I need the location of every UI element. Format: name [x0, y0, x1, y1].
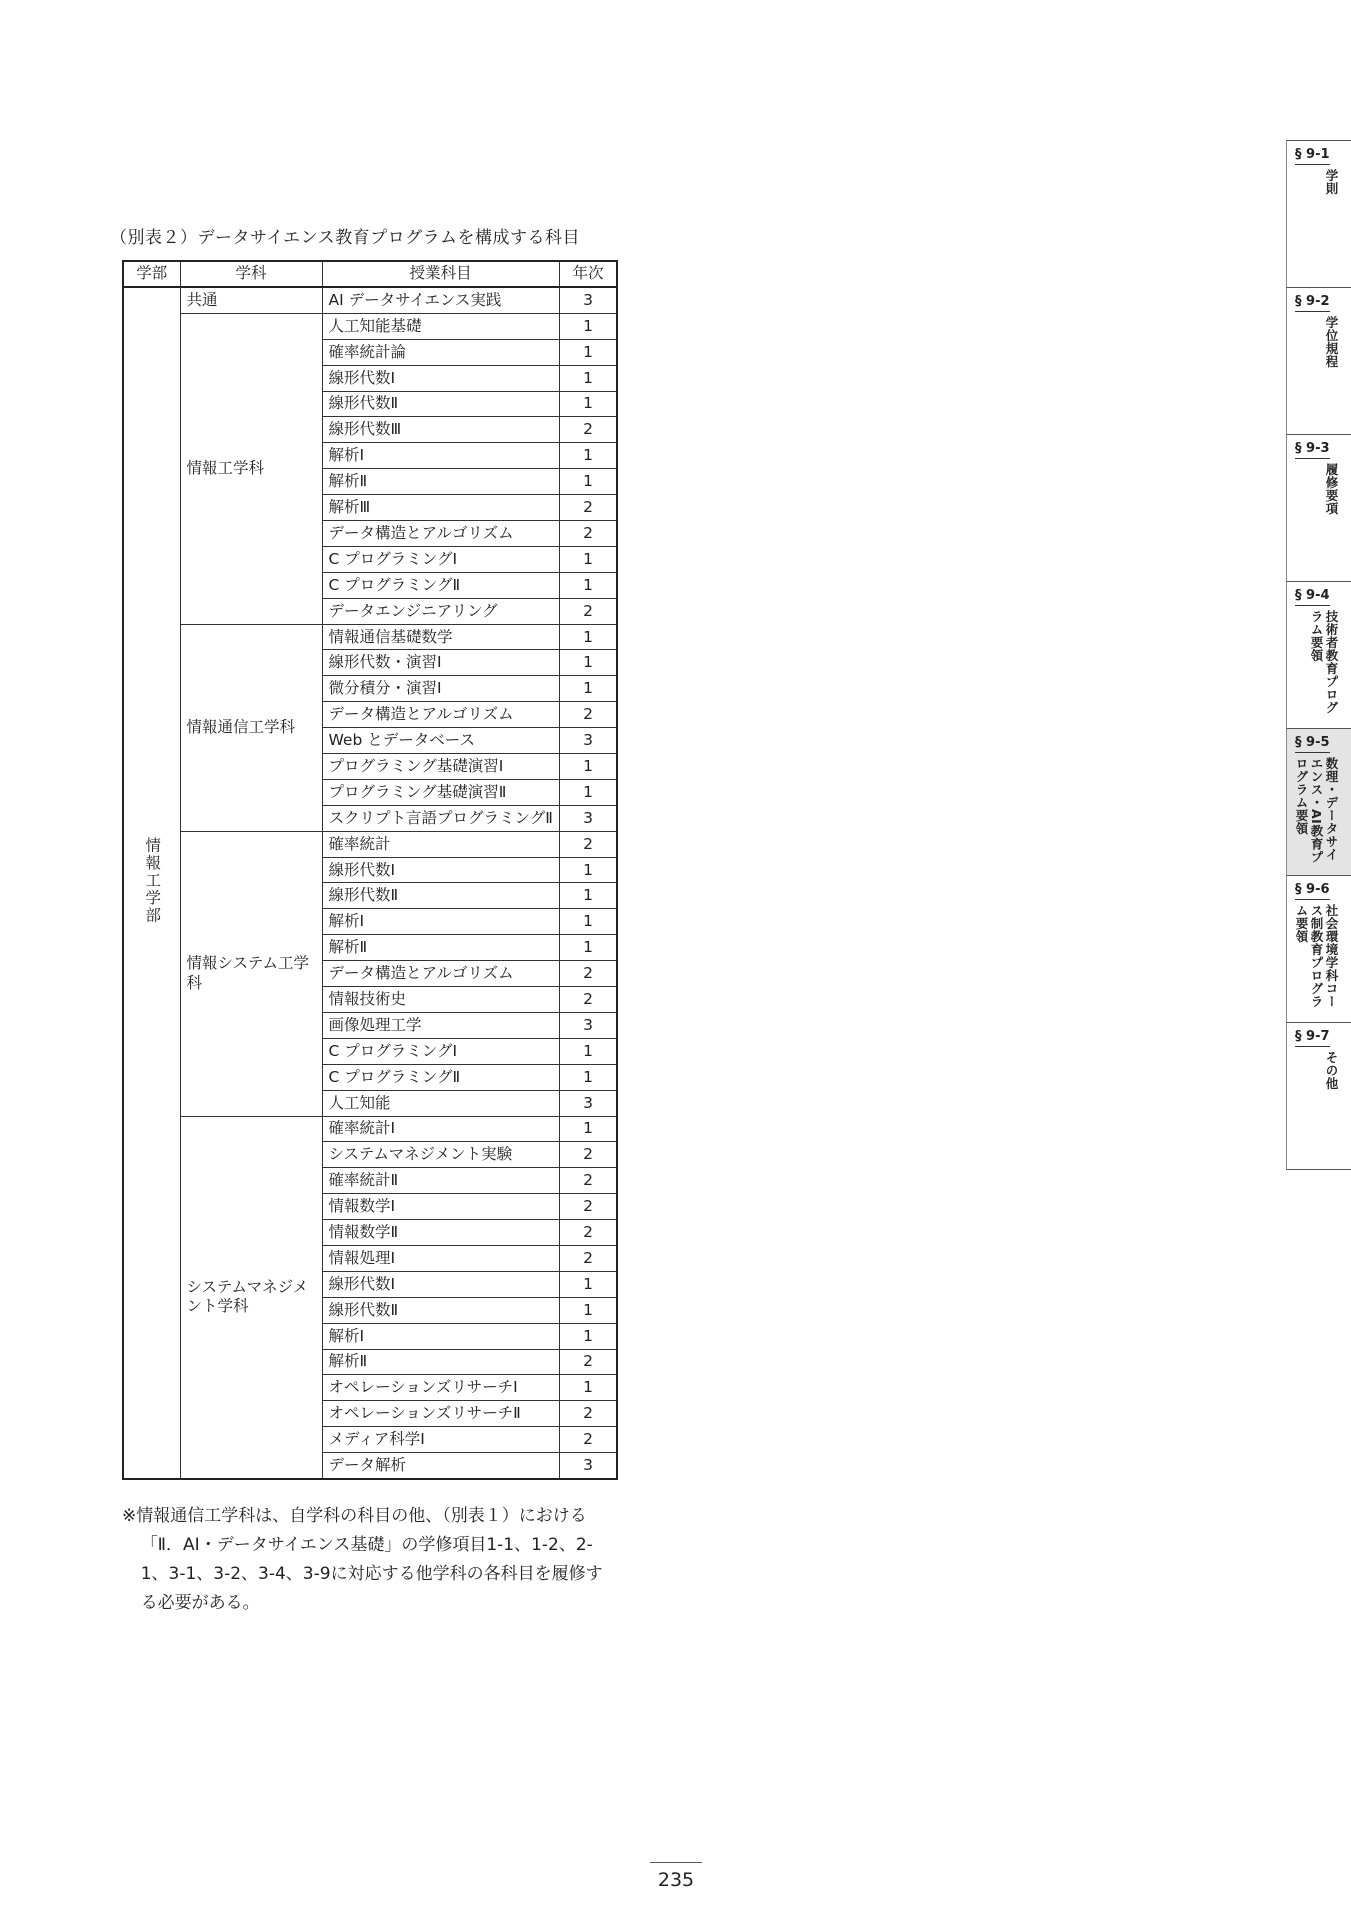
- year-cell: 2: [559, 1427, 617, 1453]
- section-tab-number: § 9-6: [1295, 882, 1330, 900]
- section-tab-5[interactable]: [1286, 728, 1351, 875]
- year-cell: 1: [559, 650, 617, 676]
- subject-cell: AI データサイエンス実践: [322, 287, 559, 313]
- subject-cell: メディア科学Ⅰ: [322, 1427, 559, 1453]
- section-tab-3[interactable]: [1286, 434, 1351, 581]
- year-cell: 1: [559, 572, 617, 598]
- subject-cell: データ解析: [322, 1453, 559, 1479]
- year-cell: 1: [559, 1271, 617, 1297]
- subject-cell: 情報数学Ⅰ: [322, 1194, 559, 1220]
- subject-cell: 確率統計論: [322, 339, 559, 365]
- year-cell: 3: [559, 1090, 617, 1116]
- section-tab-4[interactable]: [1286, 581, 1351, 728]
- header-faculty: 学部: [123, 261, 180, 287]
- subject-cell: 確率統計Ⅱ: [322, 1168, 559, 1194]
- section-tab-number: § 9-4: [1295, 588, 1330, 606]
- year-cell: 3: [559, 805, 617, 831]
- subject-cell: 情報通信基礎数学: [322, 624, 559, 650]
- year-cell: 2: [559, 1168, 617, 1194]
- subject-cell: C プログラミングⅠ: [322, 1038, 559, 1064]
- subject-cell: C プログラミングⅠ: [322, 546, 559, 572]
- section-tab-number: § 9-1: [1295, 147, 1330, 165]
- section-tab-label: 学位規程: [1324, 316, 1339, 368]
- table-caption: （別表２）データサイエンス教育プログラムを構成する科目: [110, 228, 580, 248]
- year-cell: 1: [559, 754, 617, 780]
- year-cell: 2: [559, 417, 617, 443]
- section-tab-label: その他: [1324, 1051, 1339, 1090]
- year-cell: 2: [559, 521, 617, 547]
- subject-cell: データエンジニアリング: [322, 598, 559, 624]
- subject-cell: 解析Ⅱ: [322, 1349, 559, 1375]
- table-body: [123, 287, 617, 1479]
- year-cell: 1: [559, 391, 617, 417]
- year-cell: 2: [559, 702, 617, 728]
- subject-cell: Web とデータベース: [322, 728, 559, 754]
- table-header-row: [123, 261, 617, 287]
- year-cell: 1: [559, 1297, 617, 1323]
- table-row: [123, 831, 617, 857]
- subject-cell: 解析Ⅱ: [322, 935, 559, 961]
- subject-cell: 線形代数Ⅰ: [322, 1271, 559, 1297]
- year-cell: 1: [559, 1323, 617, 1349]
- department-cell: 情報工学科: [180, 313, 322, 624]
- subject-cell: 情報処理Ⅰ: [322, 1245, 559, 1271]
- year-cell: 1: [559, 1116, 617, 1142]
- year-cell: 3: [559, 1012, 617, 1038]
- year-cell: 2: [559, 1245, 617, 1271]
- section-tab-number: § 9-5: [1295, 735, 1330, 753]
- year-cell: 1: [559, 1064, 617, 1090]
- year-cell: 1: [559, 676, 617, 702]
- subject-cell: C プログラミングⅡ: [322, 572, 559, 598]
- section-tab-number: § 9-2: [1295, 294, 1330, 312]
- subject-cell: 線形代数Ⅲ: [322, 417, 559, 443]
- subject-cell: 線形代数Ⅰ: [322, 857, 559, 883]
- year-cell: 1: [559, 313, 617, 339]
- subject-cell: 線形代数Ⅱ: [322, 391, 559, 417]
- year-cell: 2: [559, 495, 617, 521]
- year-cell: 1: [559, 469, 617, 495]
- subject-cell: システムマネジメント実験: [322, 1142, 559, 1168]
- table-row: [123, 624, 617, 650]
- year-cell: 2: [559, 1220, 617, 1246]
- year-cell: 1: [559, 624, 617, 650]
- section-tab-label: 学則: [1324, 169, 1339, 195]
- year-cell: 1: [559, 1375, 617, 1401]
- subject-cell: 解析Ⅲ: [322, 495, 559, 521]
- subject-cell: オペレーションズリサーチⅠ: [322, 1375, 559, 1401]
- year-cell: 2: [559, 961, 617, 987]
- year-cell: 3: [559, 287, 617, 313]
- section-tab-6[interactable]: [1286, 875, 1351, 1022]
- department-cell: システムマネジメント学科: [180, 1116, 322, 1479]
- subject-cell: 線形代数・演習Ⅰ: [322, 650, 559, 676]
- subject-cell: プログラミング基礎演習Ⅰ: [322, 754, 559, 780]
- section-tab-label: 数理・データサイエンス・AI教育プログラム要領: [1294, 757, 1339, 864]
- section-side-tabs: [1286, 140, 1351, 1170]
- year-cell: 2: [559, 987, 617, 1013]
- subject-cell: 線形代数Ⅰ: [322, 365, 559, 391]
- header-year: 年次: [559, 261, 617, 287]
- subject-cell: 解析Ⅰ: [322, 909, 559, 935]
- year-cell: 1: [559, 779, 617, 805]
- subject-cell: 画像処理工学: [322, 1012, 559, 1038]
- subject-cell: データ構造とアルゴリズム: [322, 961, 559, 987]
- subject-cell: 情報技術史: [322, 987, 559, 1013]
- year-cell: 1: [559, 935, 617, 961]
- subject-cell: スクリプト言語プログラミングⅡ: [322, 805, 559, 831]
- section-tab-1[interactable]: [1286, 140, 1351, 287]
- year-cell: 1: [559, 365, 617, 391]
- year-cell: 2: [559, 1401, 617, 1427]
- subject-cell: 線形代数Ⅱ: [322, 1297, 559, 1323]
- section-tab-number: § 9-7: [1295, 1029, 1330, 1047]
- year-cell: 2: [559, 598, 617, 624]
- subject-cell: 確率統計: [322, 831, 559, 857]
- year-cell: 2: [559, 1194, 617, 1220]
- year-cell: 1: [559, 883, 617, 909]
- department-cell: 情報通信工学科: [180, 624, 322, 831]
- header-subject: 授業科目: [322, 261, 559, 287]
- subject-cell: オペレーションズリサーチⅡ: [322, 1401, 559, 1427]
- subject-cell: 確率統計Ⅰ: [322, 1116, 559, 1142]
- year-cell: 1: [559, 857, 617, 883]
- department-cell: 共通: [180, 287, 322, 313]
- table-row: [123, 1116, 617, 1142]
- subject-cell: 解析Ⅰ: [322, 1323, 559, 1349]
- year-cell: 3: [559, 728, 617, 754]
- section-tab-label: 技術者教育プログラム要領: [1309, 610, 1339, 714]
- footnote-text: ※情報通信工学科は、自学科の科目の他、（別表１）における「Ⅱ．AI・データサイエンス基礎」の学修項目1-1、1-2、2-1、3-1、3-2、3-4、3-9に対応する他学科の各科目を履修する必要がある。: [122, 1506, 603, 1613]
- subject-cell: 解析Ⅰ: [322, 443, 559, 469]
- faculty-name: 情報工学部: [143, 837, 162, 925]
- course-table: [122, 260, 618, 1480]
- subject-cell: 解析Ⅱ: [322, 469, 559, 495]
- year-cell: 2: [559, 1142, 617, 1168]
- year-cell: 3: [559, 1453, 617, 1479]
- subject-cell: 情報数学Ⅱ: [322, 1220, 559, 1246]
- section-tab-2[interactable]: [1286, 287, 1351, 434]
- footnote: [122, 1502, 609, 1618]
- year-cell: 1: [559, 443, 617, 469]
- year-cell: 2: [559, 1349, 617, 1375]
- subject-cell: C プログラミングⅡ: [322, 1064, 559, 1090]
- subject-cell: 線形代数Ⅱ: [322, 883, 559, 909]
- department-cell: 情報システム工学科: [180, 831, 322, 1116]
- section-tab-label: 社会環境学科コース制教育プログラム要領: [1294, 904, 1339, 1008]
- table-row: [123, 287, 617, 313]
- subject-cell: データ構造とアルゴリズム: [322, 521, 559, 547]
- year-cell: 1: [559, 546, 617, 572]
- header-department: 学科: [180, 261, 322, 287]
- subject-cell: 微分積分・演習Ⅰ: [322, 676, 559, 702]
- subject-cell: 人工知能: [322, 1090, 559, 1116]
- section-tab-7[interactable]: [1286, 1022, 1351, 1170]
- subject-cell: 人工知能基礎: [322, 313, 559, 339]
- year-cell: 1: [559, 1038, 617, 1064]
- page-number: 235: [650, 1862, 702, 1891]
- year-cell: 1: [559, 339, 617, 365]
- year-cell: 1: [559, 909, 617, 935]
- subject-cell: データ構造とアルゴリズム: [322, 702, 559, 728]
- faculty-cell: [123, 287, 180, 1479]
- year-cell: 2: [559, 831, 617, 857]
- table-row: [123, 313, 617, 339]
- section-tab-label: 履修要項: [1324, 463, 1339, 515]
- section-tab-number: § 9-3: [1295, 441, 1330, 459]
- subject-cell: プログラミング基礎演習Ⅱ: [322, 779, 559, 805]
